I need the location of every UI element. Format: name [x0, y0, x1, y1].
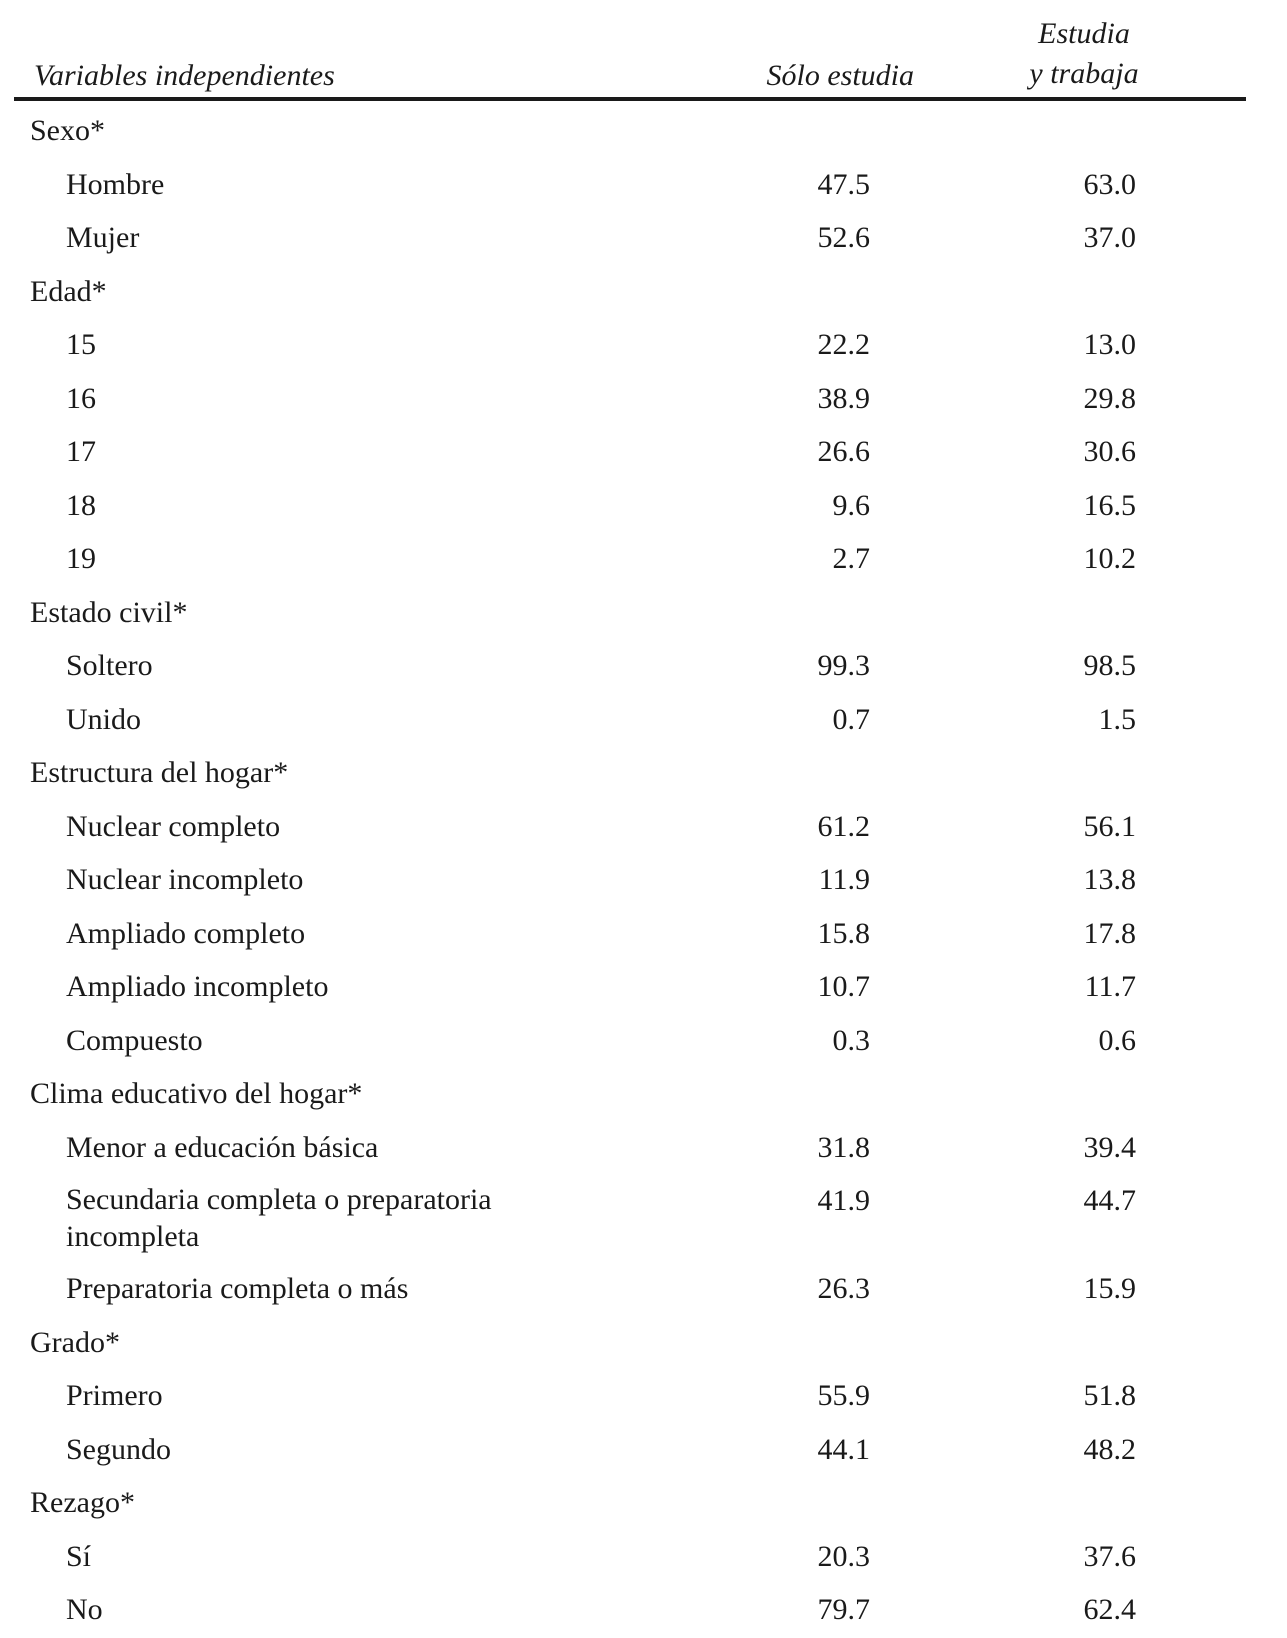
value-estudia-y-trabaja: 44.7 [1083, 1184, 1136, 1217]
row-label: Nuclear completo [66, 809, 281, 843]
value-estudia-y-trabaja: 1.5 [1098, 702, 1136, 736]
value-estudia-y-trabaja: 98.5 [1083, 649, 1136, 682]
table-group-row [14, 1317, 1246, 1371]
header-solo-estudia: Sólo estudia [766, 59, 914, 92]
table-row [14, 1175, 1246, 1263]
table-row [14, 801, 1246, 855]
value-estudia-y-trabaja: 13.0 [1083, 328, 1136, 361]
row-label: Sí [66, 1539, 92, 1573]
row-label: Segundo [66, 1432, 171, 1466]
value-solo-estudia: 38.9 [817, 381, 870, 415]
table-row [14, 908, 1246, 962]
table-group-row [14, 266, 1246, 320]
row-label: Hombre [66, 167, 165, 201]
value-estudia-y-trabaja: 15.9 [1083, 1272, 1136, 1305]
group-label: Sexo* [30, 114, 105, 147]
row-label: Unido [66, 702, 141, 736]
row-label: Soltero [66, 649, 153, 682]
row-label: Ampliado incompleto [66, 970, 329, 1003]
table-row [14, 480, 1246, 534]
value-solo-estudia: 44.1 [817, 1432, 870, 1466]
group-label: Estructura del hogar* [30, 756, 289, 789]
table-row [14, 159, 1246, 213]
header-rule [14, 97, 1246, 101]
group-label: Estado civil* [30, 595, 188, 629]
row-label: Preparatoria completa o más [66, 1272, 409, 1305]
value-solo-estudia: 22.2 [817, 328, 870, 361]
value-estudia-y-trabaja: 11.7 [1084, 970, 1136, 1003]
value-estudia-y-trabaja: 37.6 [1083, 1539, 1136, 1573]
value-estudia-y-trabaja: 30.6 [1083, 435, 1136, 468]
row-label: Primero [66, 1379, 163, 1412]
value-solo-estudia: 11.9 [818, 863, 870, 896]
value-estudia-y-trabaja: 17.8 [1083, 916, 1136, 950]
header-estudia-y-trabaja [999, 14, 1169, 94]
row-label: Secundaria completa o preparatoria incompleta [66, 1183, 492, 1253]
value-solo-estudia: 47.5 [817, 167, 870, 201]
table-row [14, 426, 1246, 480]
group-label: Grado* [30, 1325, 120, 1359]
row-label: 18 [66, 488, 96, 522]
table-row [14, 1531, 1246, 1585]
value-solo-estudia: 2.7 [832, 542, 870, 575]
value-estudia-y-trabaja: 56.1 [1083, 809, 1136, 843]
value-solo-estudia: 0.7 [832, 702, 870, 736]
value-estudia-y-trabaja: 51.8 [1083, 1379, 1136, 1412]
value-estudia-y-trabaja: 0.6 [1098, 1023, 1136, 1057]
table-row [14, 212, 1246, 266]
table-row [14, 1584, 1246, 1638]
row-label: Mujer [66, 221, 140, 254]
value-estudia-y-trabaja: 10.2 [1083, 542, 1136, 575]
group-label: Edad* [30, 274, 107, 308]
row-label: 16 [66, 381, 96, 415]
table-body [14, 105, 1246, 1638]
value-solo-estudia: 41.9 [817, 1184, 870, 1217]
table-row [14, 694, 1246, 748]
value-estudia-y-trabaja: 39.4 [1083, 1130, 1136, 1164]
value-estudia-y-trabaja: 13.8 [1083, 863, 1136, 896]
value-solo-estudia: 20.3 [817, 1539, 870, 1573]
row-label: Compuesto [66, 1023, 203, 1057]
value-estudia-y-trabaja: 29.8 [1083, 381, 1136, 415]
value-solo-estudia: 52.6 [817, 221, 870, 254]
group-label: Clima educativo del hogar* [30, 1077, 363, 1110]
value-solo-estudia: 26.3 [817, 1272, 870, 1305]
value-solo-estudia: 99.3 [817, 649, 870, 682]
row-label: Menor a educación básica [66, 1130, 379, 1164]
value-solo-estudia: 26.6 [817, 435, 870, 468]
value-estudia-y-trabaja: 63.0 [1083, 167, 1136, 201]
row-label: Ampliado completo [66, 916, 306, 950]
row-label: 19 [66, 542, 96, 575]
row-label: No [66, 1593, 103, 1626]
row-label: Nuclear incompleto [66, 863, 304, 896]
row-label: 15 [66, 328, 96, 361]
value-solo-estudia: 15.8 [817, 916, 870, 950]
group-label: Rezago* [30, 1486, 135, 1519]
value-solo-estudia: 61.2 [817, 809, 870, 843]
value-solo-estudia: 79.7 [817, 1593, 870, 1626]
table-row [14, 1122, 1246, 1176]
table-row [14, 319, 1246, 373]
table-header [14, 14, 1244, 100]
table-row [14, 373, 1246, 427]
header-estudia-line2: y trabaja [1029, 57, 1139, 90]
table-group-row [14, 747, 1246, 801]
value-solo-estudia: 9.6 [832, 488, 870, 522]
value-solo-estudia: 55.9 [817, 1379, 870, 1412]
header-estudia-line1: Estudia [1038, 17, 1130, 50]
table-row [14, 961, 1246, 1015]
table-row [14, 1015, 1246, 1069]
header-variables: Variables independientes [34, 59, 335, 92]
value-estudia-y-trabaja: 48.2 [1083, 1432, 1136, 1466]
value-estudia-y-trabaja: 16.5 [1083, 488, 1136, 522]
table-group-row [14, 105, 1246, 159]
value-solo-estudia: 0.3 [832, 1023, 870, 1057]
value-estudia-y-trabaja: 62.4 [1083, 1593, 1136, 1626]
table-row [14, 854, 1246, 908]
value-solo-estudia: 31.8 [817, 1130, 870, 1164]
table-row [14, 533, 1246, 587]
table-row [14, 1370, 1246, 1424]
table-row [14, 640, 1246, 694]
row-label: 17 [66, 435, 96, 468]
value-solo-estudia: 10.7 [817, 970, 870, 1003]
value-estudia-y-trabaja: 37.0 [1083, 221, 1136, 254]
table-group-row [14, 1477, 1246, 1531]
table-row [14, 1263, 1246, 1317]
table-row [14, 1424, 1246, 1478]
table-group-row [14, 1068, 1246, 1122]
table-group-row [14, 587, 1246, 641]
